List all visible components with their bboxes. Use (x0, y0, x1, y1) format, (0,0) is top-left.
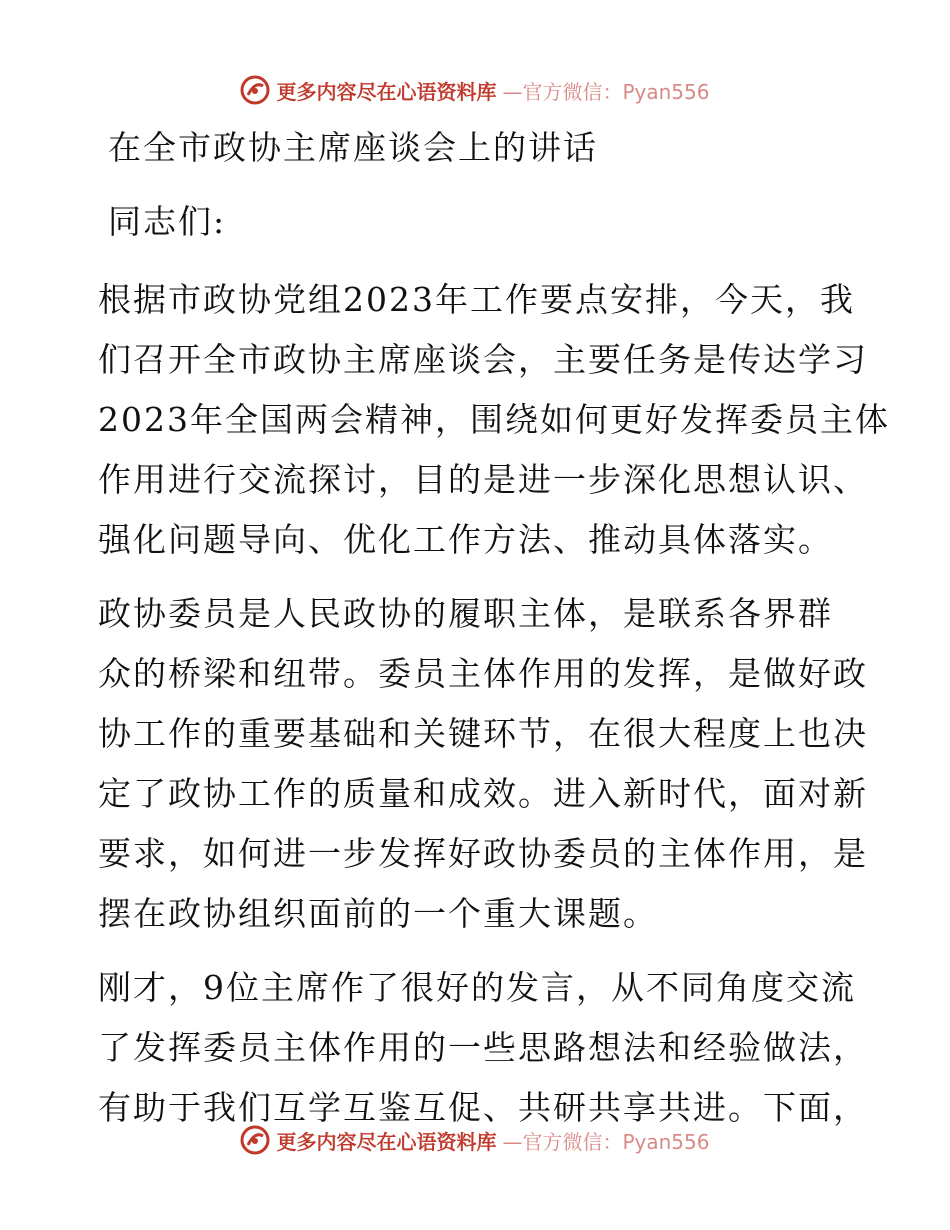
brand-logo-icon (240, 1125, 270, 1155)
footer-contact-text: —官方微信：Pyan556 (502, 1129, 710, 1154)
paragraph-2-line-4: 定了政协工作的质量和成效。进入新时代，面对新 (98, 774, 868, 813)
header-brand-text: 更多内容尽在心语资料库 (276, 79, 497, 104)
paragraph-2-line-2: 众的桥梁和纽带。委员主体作用的发挥，是做好政 (98, 654, 868, 693)
paragraph-2-line-3: 协工作的重要基础和关键环节，在很大程度上也决 (98, 714, 868, 753)
paragraph-3-line-3: 有助于我们互学互鉴互促、共研共享共进。下面， (98, 1088, 868, 1127)
paragraph-3-line-1: 刚才，9位主席作了很好的发言，从不同角度交流 (98, 968, 856, 1007)
header-contact-text: —官方微信：Pyan556 (502, 79, 710, 104)
document-title: 在全市政协主席座谈会上的讲话 (108, 128, 598, 167)
paragraph-3-line-2: 了发挥委员主体作用的一些思路想法和经验做法， (98, 1028, 868, 1067)
header-banner (0, 70, 950, 110)
paragraph-1-line-5: 强化问题导向、优化工作方法、推动具体落实。 (98, 520, 833, 559)
paragraph-2-line-5: 要求，如何进一步发挥好政协委员的主体作用，是 (98, 834, 868, 873)
paragraph-1-line-3: 2023年全国两会精神，围绕如何更好发挥委员主体 (98, 400, 890, 439)
brand-logo-icon (240, 75, 270, 105)
document-greeting: 同志们: (108, 202, 227, 241)
paragraph-1-line-1: 根据市政协党组2023年工作要点安排，今天，我 (98, 280, 855, 319)
paragraph-2-line-6: 摆在政协组织面前的一个重大课题。 (98, 894, 658, 933)
footer-banner (0, 1120, 950, 1160)
footer-brand-text: 更多内容尽在心语资料库 (276, 1129, 497, 1154)
paragraph-1-line-2: 们召开全市政协主席座谈会，主要任务是传达学习 (98, 340, 868, 379)
paragraph-2-line-1: 政协委员是人民政协的履职主体，是联系各界群 (98, 594, 833, 633)
paragraph-1-line-4: 作用进行交流探讨，目的是进一步深化思想认识、 (98, 460, 868, 499)
